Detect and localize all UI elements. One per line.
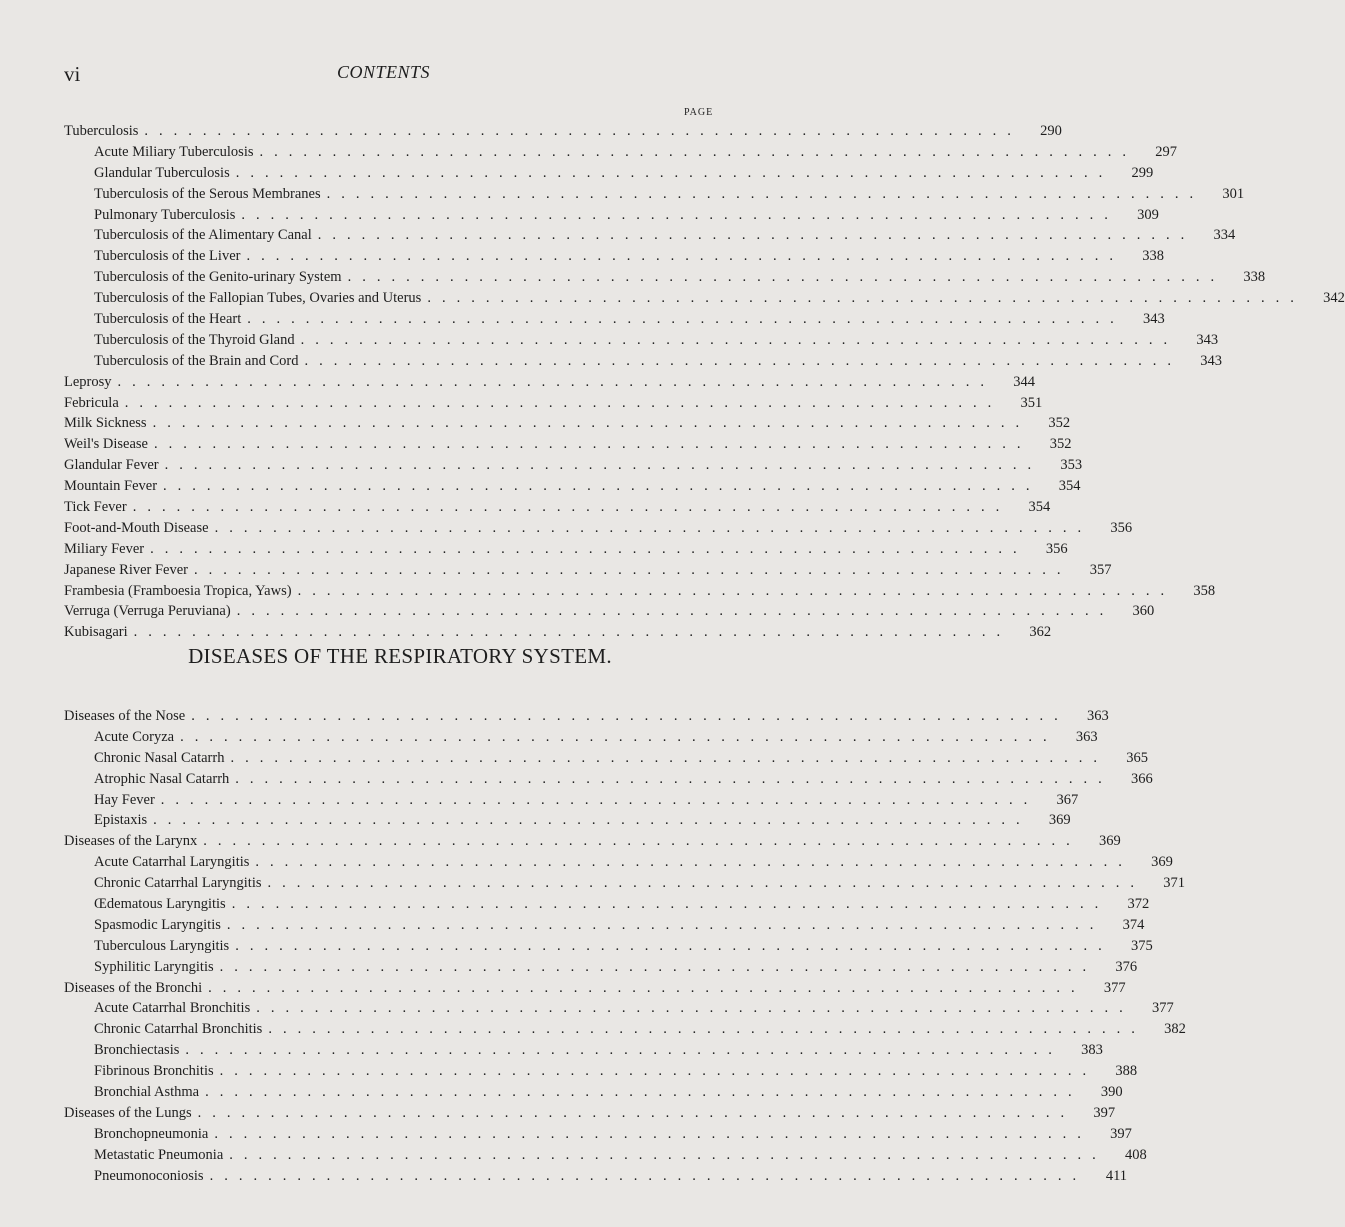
toc-entry xyxy=(64,184,1245,205)
dot-leader: ............................................................ xyxy=(247,311,1125,328)
toc-entry-title: Spasmodic Laryngitis xyxy=(94,916,221,933)
toc-entry-page: 343 xyxy=(1196,331,1219,348)
dot-leader: ............................................................ xyxy=(259,143,1137,160)
toc-entry-page: 377 xyxy=(1151,1000,1174,1017)
toc-entry-page: 397 xyxy=(1093,1104,1116,1121)
toc-entry xyxy=(64,769,1153,790)
dot-leader: ............................................................ xyxy=(235,770,1113,787)
toc-entry xyxy=(64,372,1036,393)
dot-leader: ............................................................ xyxy=(255,854,1133,871)
toc-entry xyxy=(64,581,1216,602)
toc-entry-page: 338 xyxy=(1142,248,1164,265)
toc-entry xyxy=(64,434,1072,455)
toc-entry-title: Tuberculosis of the Liver xyxy=(94,248,241,265)
toc-entry-page: 371 xyxy=(1163,875,1186,892)
toc-entry-page: 351 xyxy=(1020,394,1043,411)
dot-leader: ............................................................ xyxy=(317,227,1196,244)
dot-leader: ............................................................ xyxy=(304,352,1182,369)
dot-leader: ............................................................ xyxy=(197,1104,1076,1121)
toc-entry xyxy=(64,1166,1128,1187)
dot-leader: ............................................................ xyxy=(256,1000,1134,1017)
dot-leader: ............................................................ xyxy=(219,958,1098,975)
toc-entry xyxy=(64,455,1083,476)
toc-entry-title: Bronchopneumonia xyxy=(94,1125,209,1142)
toc-entry-title: Acute Catarrhal Bronchitis xyxy=(94,1000,251,1017)
dot-leader: ............................................................ xyxy=(219,1063,1098,1080)
toc-entry-title: Pneumonoconiosis xyxy=(94,1167,204,1184)
dot-leader: ............................................................ xyxy=(124,394,1003,411)
toc-entry-page: 411 xyxy=(1105,1167,1128,1184)
toc-entry xyxy=(64,309,1165,330)
dot-leader: ............................................................ xyxy=(160,791,1039,808)
toc-entry xyxy=(64,1082,1123,1103)
dot-leader: ............................................................ xyxy=(180,728,1058,745)
toc-entry-page: 374 xyxy=(1122,916,1145,933)
dot-leader: ............................................................ xyxy=(133,624,1012,641)
dot-leader: ............................................................ xyxy=(297,582,1176,599)
toc-entry-page: 382 xyxy=(1164,1021,1186,1038)
toc-entry xyxy=(64,831,1121,852)
toc-entry-title: Tuberculosis of the Genito-urinary System xyxy=(94,269,342,286)
toc-entry-title: Chronic Catarrhal Laryngitis xyxy=(94,875,262,892)
toc-entry-title: Tuberculosis of the Serous Membranes xyxy=(94,185,321,202)
toc-entry-title: Diseases of the Nose xyxy=(64,708,186,724)
toc-entry-page: 358 xyxy=(1193,582,1216,599)
toc-entry xyxy=(64,288,1345,309)
toc-entry-page: 301 xyxy=(1222,185,1245,202)
toc-entry-title: Glandular Tuberculosis xyxy=(94,164,230,181)
toc-entry-title: Acute Coryza xyxy=(94,728,175,745)
toc-entry-title: Chronic Catarrhal Bronchitis xyxy=(94,1021,263,1038)
dot-leader: ............................................................ xyxy=(194,561,1072,578)
dot-leader: ............................................................ xyxy=(117,373,996,390)
toc-entry-title: Syphilitic Laryngitis xyxy=(94,958,214,975)
toc-entry xyxy=(64,330,1219,351)
toc-entry-page: 357 xyxy=(1089,561,1112,578)
toc-entry xyxy=(64,225,1236,246)
toc-entry-title: Hay Fever xyxy=(94,791,155,808)
toc-entry-page: 342 xyxy=(1323,290,1345,307)
toc-entry-page: 352 xyxy=(1048,415,1071,432)
toc-entry xyxy=(64,267,1266,288)
toc-entry xyxy=(64,246,1164,267)
toc-entry-page: 344 xyxy=(1013,373,1036,390)
toc-entry-page: 375 xyxy=(1130,937,1153,954)
toc-entry-page: 354 xyxy=(1028,499,1051,516)
dot-leader: ............................................................ xyxy=(347,269,1226,286)
dot-leader: ............................................................ xyxy=(230,749,1108,766)
toc-entry-title: Epistaxis xyxy=(94,812,148,829)
toc-entry-title: Chronic Nasal Catarrh xyxy=(94,749,225,766)
toc-entry-page: 369 xyxy=(1151,854,1173,871)
toc-entry-title: Bronchial Asthma xyxy=(94,1084,200,1101)
page-number: vi xyxy=(64,62,81,86)
dot-leader: ............................................................ xyxy=(191,708,1069,724)
toc-entry-title: Tuberculosis of the Thyroid Gland xyxy=(94,331,295,348)
toc-entry-title: Glandular Fever xyxy=(64,457,159,474)
dot-leader: ............................................................ xyxy=(267,875,1146,892)
toc-entry xyxy=(64,852,1173,873)
toc-entry xyxy=(64,1019,1186,1040)
toc-entry-title: Tuberculosis of the Brain and Cord xyxy=(94,352,299,369)
toc-entry-title: Weil's Disease xyxy=(64,436,148,453)
toc-entry-page: 376 xyxy=(1115,958,1138,975)
toc-entry-title: Milk Sickness xyxy=(64,415,147,432)
toc-entry-page: 363 xyxy=(1075,728,1098,745)
toc-entry-title: Frambesia (Framboesia Tropica, Yaws) xyxy=(64,582,292,599)
toc-entry xyxy=(64,476,1081,497)
toc-entry-page: 356 xyxy=(1045,540,1068,557)
dot-leader: ............................................................ xyxy=(214,519,1093,536)
toc-entry xyxy=(64,142,1177,163)
toc-entry xyxy=(64,1124,1132,1145)
toc-entry xyxy=(64,622,1052,643)
dot-leader: ............................................................ xyxy=(427,290,1305,307)
toc-entry xyxy=(64,790,1079,811)
toc-entry xyxy=(64,497,1051,518)
toc-entry xyxy=(64,998,1174,1019)
toc-entry-page: 334 xyxy=(1213,227,1236,244)
toc-entry-title: Tuberculosis of the Fallopian Tubes, Ovaries and Uterus xyxy=(94,290,422,307)
toc-entry-title: Verruga (Verruga Peruviana) xyxy=(64,603,231,620)
toc-entry-page: 299 xyxy=(1131,164,1154,181)
toc-entry-title: Bronchiectasis xyxy=(94,1042,180,1059)
toc-entry-page: 388 xyxy=(1115,1063,1138,1080)
toc-entry xyxy=(64,1061,1138,1082)
toc-entry-title: Tick Fever xyxy=(64,499,127,516)
toc-entry xyxy=(64,978,1126,999)
toc-entry-page: 353 xyxy=(1060,457,1083,474)
toc-entry xyxy=(64,560,1112,581)
toc-entry xyxy=(64,351,1222,372)
toc-entry-page: 372 xyxy=(1127,896,1150,913)
dot-leader: ............................................................ xyxy=(326,185,1205,202)
toc-entry-page: 290 xyxy=(1040,123,1062,139)
toc-entry-title: Tuberculosis of the Heart xyxy=(94,311,242,328)
dot-leader: ............................................................ xyxy=(132,499,1011,516)
dot-leader: ............................................................ xyxy=(235,164,1114,181)
dot-leader: ............................................................ xyxy=(214,1125,1092,1142)
dot-leader: ............................................................ xyxy=(231,896,1110,913)
toc-entry xyxy=(64,748,1148,769)
toc-entry xyxy=(64,205,1159,226)
toc-entry-page: 356 xyxy=(1110,519,1133,536)
toc-entry xyxy=(64,894,1150,915)
page-column-label: PAGE xyxy=(684,107,714,118)
toc-entry xyxy=(64,518,1133,539)
toc-entry-page: 309 xyxy=(1137,206,1159,223)
toc-entry-page: 362 xyxy=(1029,624,1052,641)
toc-entry xyxy=(64,1040,1103,1061)
dot-leader: ............................................................ xyxy=(226,916,1105,933)
toc-entry-page: 363 xyxy=(1086,708,1109,724)
dot-leader: ............................................................ xyxy=(144,123,1022,139)
toc-entry xyxy=(64,1145,1147,1166)
toc-entry xyxy=(64,1103,1116,1124)
toc-entry xyxy=(64,810,1071,831)
toc-entry-title: Metastatic Pneumonia xyxy=(94,1146,224,1163)
toc-entry-title: Japanese River Fever xyxy=(64,561,189,578)
toc-entry-title: Tuberculous Laryngitis xyxy=(94,937,230,954)
toc-entry xyxy=(64,121,1062,142)
toc-entry-title: Leprosy xyxy=(64,373,112,390)
toc-list-respiratory xyxy=(64,706,1186,1186)
toc-entry-page: 383 xyxy=(1081,1042,1103,1059)
section-heading-respiratory: DISEASES OF THE RESPIRATORY SYSTEM. xyxy=(188,644,612,668)
toc-entry xyxy=(64,873,1186,894)
toc-entry-page: 408 xyxy=(1125,1146,1147,1163)
toc-entry xyxy=(64,936,1153,957)
dot-leader: ............................................................ xyxy=(241,206,1119,223)
toc-entry-page: 367 xyxy=(1056,791,1079,808)
dot-leader: ............................................................ xyxy=(300,331,1179,348)
toc-entry-page: 366 xyxy=(1131,770,1153,787)
toc-entry-title: Miliary Fever xyxy=(64,540,145,557)
toc-entry-title: Tuberculosis xyxy=(64,123,139,139)
toc-entry-page: 338 xyxy=(1243,269,1266,286)
dot-leader: ............................................................ xyxy=(209,1167,1088,1184)
toc-entry xyxy=(64,601,1155,622)
dot-leader: ............................................................ xyxy=(229,1146,1107,1163)
dot-leader: ............................................................ xyxy=(236,603,1115,620)
toc-entry-title: Kubisagari xyxy=(64,624,128,641)
toc-entry-title: Febricula xyxy=(64,394,119,411)
dot-leader: ............................................................ xyxy=(153,812,1031,829)
toc-entry-title: Diseases of the Bronchi xyxy=(64,979,203,996)
toc-entry-title: Pulmonary Tuberculosis xyxy=(94,206,236,223)
dot-leader: ............................................................ xyxy=(163,478,1041,495)
dot-leader: ............................................................ xyxy=(150,540,1028,557)
toc-entry-page: 297 xyxy=(1155,143,1177,160)
toc-entry-page: 377 xyxy=(1103,979,1126,996)
toc-entry xyxy=(64,163,1154,184)
toc-list-general xyxy=(64,121,1345,643)
dot-leader: ............................................................ xyxy=(164,457,1043,474)
toc-entry-title: Foot-and-Mouth Disease xyxy=(64,519,209,536)
dot-leader: ............................................................ xyxy=(152,415,1031,432)
dot-leader: ............................................................ xyxy=(154,436,1032,453)
toc-entry-title: Diseases of the Larynx xyxy=(64,833,198,850)
toc-entry xyxy=(64,393,1043,414)
toc-entry-title: Tuberculosis of the Alimentary Canal xyxy=(94,227,312,244)
toc-entry xyxy=(64,706,1109,727)
dot-leader: ............................................................ xyxy=(205,1084,1083,1101)
toc-entry-title: Acute Miliary Tuberculosis xyxy=(94,143,254,160)
dot-leader: ............................................................ xyxy=(246,248,1124,265)
toc-entry-title: Diseases of the Lungs xyxy=(64,1104,192,1121)
toc-entry-page: 369 xyxy=(1048,812,1071,829)
toc-entry-title: Atrophic Nasal Catarrh xyxy=(94,770,230,787)
toc-entry xyxy=(64,727,1098,748)
toc-entry-page: 365 xyxy=(1126,749,1148,766)
toc-entry-title: Fibrinous Bronchitis xyxy=(94,1063,214,1080)
toc-entry xyxy=(64,413,1071,434)
toc-entry-page: 343 xyxy=(1200,352,1222,369)
toc-entry xyxy=(64,915,1145,936)
toc-entry xyxy=(64,957,1138,978)
toc-entry-page: 390 xyxy=(1100,1084,1123,1101)
dot-leader: ............................................................ xyxy=(185,1042,1063,1059)
toc-entry-title: Mountain Fever xyxy=(64,478,158,495)
toc-entry-page: 343 xyxy=(1143,311,1165,328)
toc-entry-page: 354 xyxy=(1058,478,1081,495)
toc-entry-title: Acute Catarrhal Laryngitis xyxy=(94,854,250,871)
toc-entry-page: 397 xyxy=(1110,1125,1132,1142)
toc-entry-page: 352 xyxy=(1049,436,1072,453)
dot-leader: ............................................................ xyxy=(208,979,1086,996)
dot-leader: ............................................................ xyxy=(268,1021,1146,1038)
dot-leader: ............................................................ xyxy=(203,833,1081,850)
toc-entry xyxy=(64,539,1068,560)
running-title: CONTENTS xyxy=(337,62,431,82)
toc-entry-page: 369 xyxy=(1099,833,1121,850)
toc-entry-page: 360 xyxy=(1132,603,1155,620)
dot-leader: ............................................................ xyxy=(235,937,1113,954)
toc-entry-title: Œdematous Laryngitis xyxy=(94,896,226,913)
